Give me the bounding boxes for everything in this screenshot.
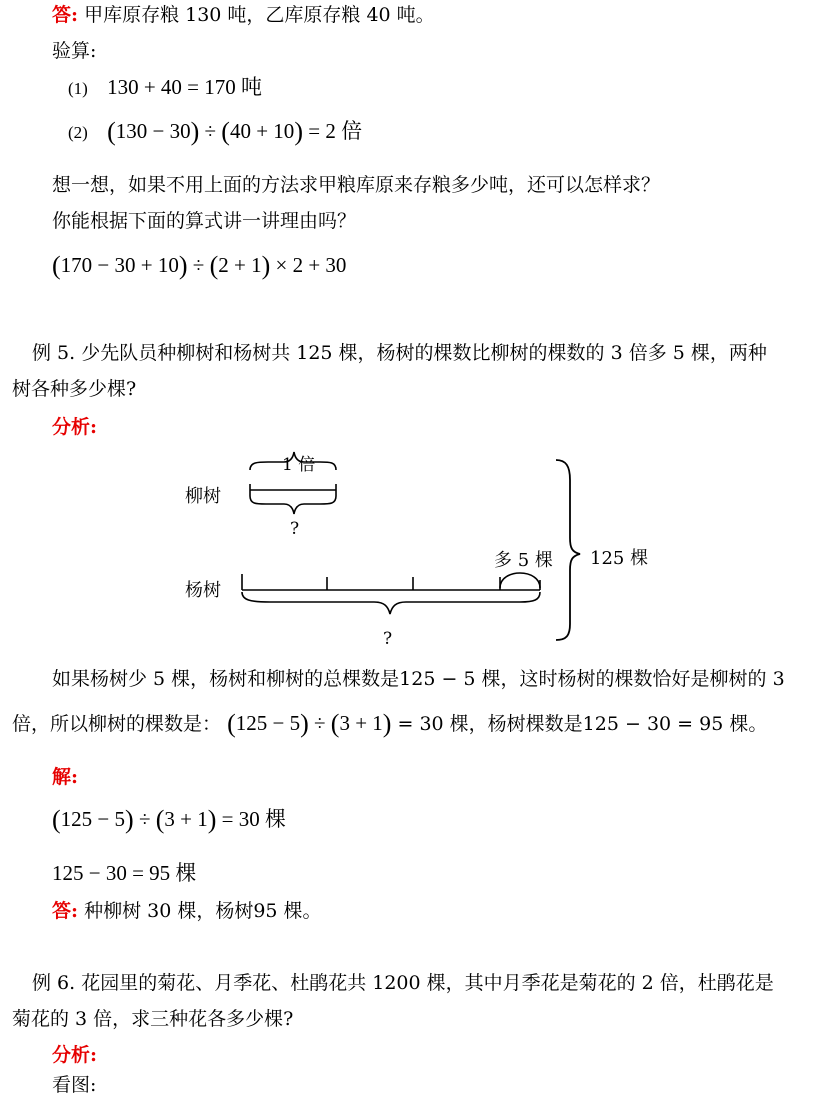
think-expr-tail: × 2 + 30 (270, 253, 347, 277)
more-5-arc (500, 573, 540, 588)
answer-text: 甲库原存粮 130 吨，乙库原存粮 40 吨。 (84, 4, 435, 26)
answer-label: 答: (52, 4, 79, 26)
willow-label: 柳树 (185, 486, 221, 507)
check-item-2-number: (2) (68, 123, 88, 142)
solution-expr-result: = 30 棵 (216, 807, 286, 831)
check-item-2: (2) (130 − 30) ÷ (40 + 10) = 2 倍 (68, 117, 363, 146)
example6-analysis-label: 分析: (52, 1044, 98, 1066)
answer-line-1 (52, 2, 435, 28)
example6-line-1: 例 6. 花园里的菊花、月季花、杜鹃花共 1200 棵，其中月季花是菊花的 2 倍，杜鹃花是 (32, 972, 774, 994)
example5-answer (52, 898, 322, 924)
example5-answer-label: 答: (52, 900, 79, 922)
check-item-1-number: (1) (68, 79, 88, 98)
example5-line-2: 树各种多少棵? (12, 378, 137, 400)
example6-line-2: 菊花的 3 倍，求三种花各多少棵? (12, 1008, 294, 1030)
example5-analysis-label: 分析: (52, 416, 98, 438)
check-item-2-op: ÷ (199, 119, 222, 143)
more-5-label: 多 5 棵 (494, 550, 553, 571)
poplar-label: 杨树 (185, 580, 221, 601)
one-times-label: 1 倍 (282, 455, 316, 475)
solution-label: 解: (52, 766, 79, 788)
explain-line-2: 倍，所以柳树的棵数是： (125 − 5) ÷ (3 + 1) = 30 棵，杨树棵数是125 − 30 = 95 棵。 (12, 709, 768, 738)
total-brace (556, 460, 580, 640)
think-line-2: 你能根据下面的算式讲一讲理由吗？ (52, 210, 357, 232)
explain-expr-a: 125 − 5 (235, 711, 301, 735)
think-expr-b: 2 + 1 (218, 253, 262, 277)
line-segment-diagram (0, 440, 838, 650)
think-expression: (170 − 30 + 10) ÷ (2 + 1) × 2 + 30 (52, 251, 347, 280)
think-line-1: 想一想，如果不用上面的方法求甲粮库原来存粮多少吨，还可以怎样求？ (52, 174, 661, 196)
explain-line-2-pre: 倍，所以柳树的棵数是： (12, 713, 222, 735)
explain-line-2-post: = 30 棵，杨树棵数是125 − 30 = 95 棵。 (391, 713, 768, 735)
think-expr-a: 170 − 30 + 10 (60, 253, 179, 277)
solution-expr-b: 3 + 1 (164, 807, 208, 831)
think-expr-op: ÷ (187, 253, 210, 277)
check-item-2-a: 130 − 30 (115, 119, 191, 143)
explain-expr-b: 3 + 1 (339, 711, 383, 735)
check-title: 验算: (52, 40, 97, 62)
poplar-bottom-brace (242, 592, 540, 614)
explain-line-1: 如果杨树少 5 棵，杨树和柳树的总棵数是125 − 5 棵，这时杨树的棵数恰好是柳树的 3 (52, 668, 785, 690)
explain-expr-op: ÷ (308, 711, 331, 735)
solution-line-1: (125 − 5) ÷ (3 + 1) = 30 棵 (52, 805, 286, 834)
willow-bottom-brace (250, 496, 336, 514)
solution-expr-a: 125 − 5 (60, 807, 126, 831)
example5-answer-text: 种柳树 30 棵，杨树95 棵。 (84, 900, 322, 922)
example6-see-figure: 看图: (52, 1074, 97, 1096)
check-item-2-b: 40 + 10 (229, 119, 295, 143)
solution-expr-op: ÷ (133, 807, 156, 831)
check-item-1 (68, 74, 262, 102)
poplar-question: ? (383, 629, 393, 649)
check-item-2-result: = 2 倍 (302, 119, 363, 143)
example5-line-1: 例 5. 少先队员种柳树和杨树共 125 棵，杨树的棵数比柳树的棵数的 3 倍多 5 棵，两种 (32, 342, 767, 364)
willow-question: ? (290, 519, 300, 539)
check-item-1-expression: 130 + 40 = 170 吨 (107, 75, 263, 99)
total-label: 125 棵 (590, 548, 649, 569)
solution-line-2: 125 − 30 = 95 棵 (52, 861, 197, 885)
